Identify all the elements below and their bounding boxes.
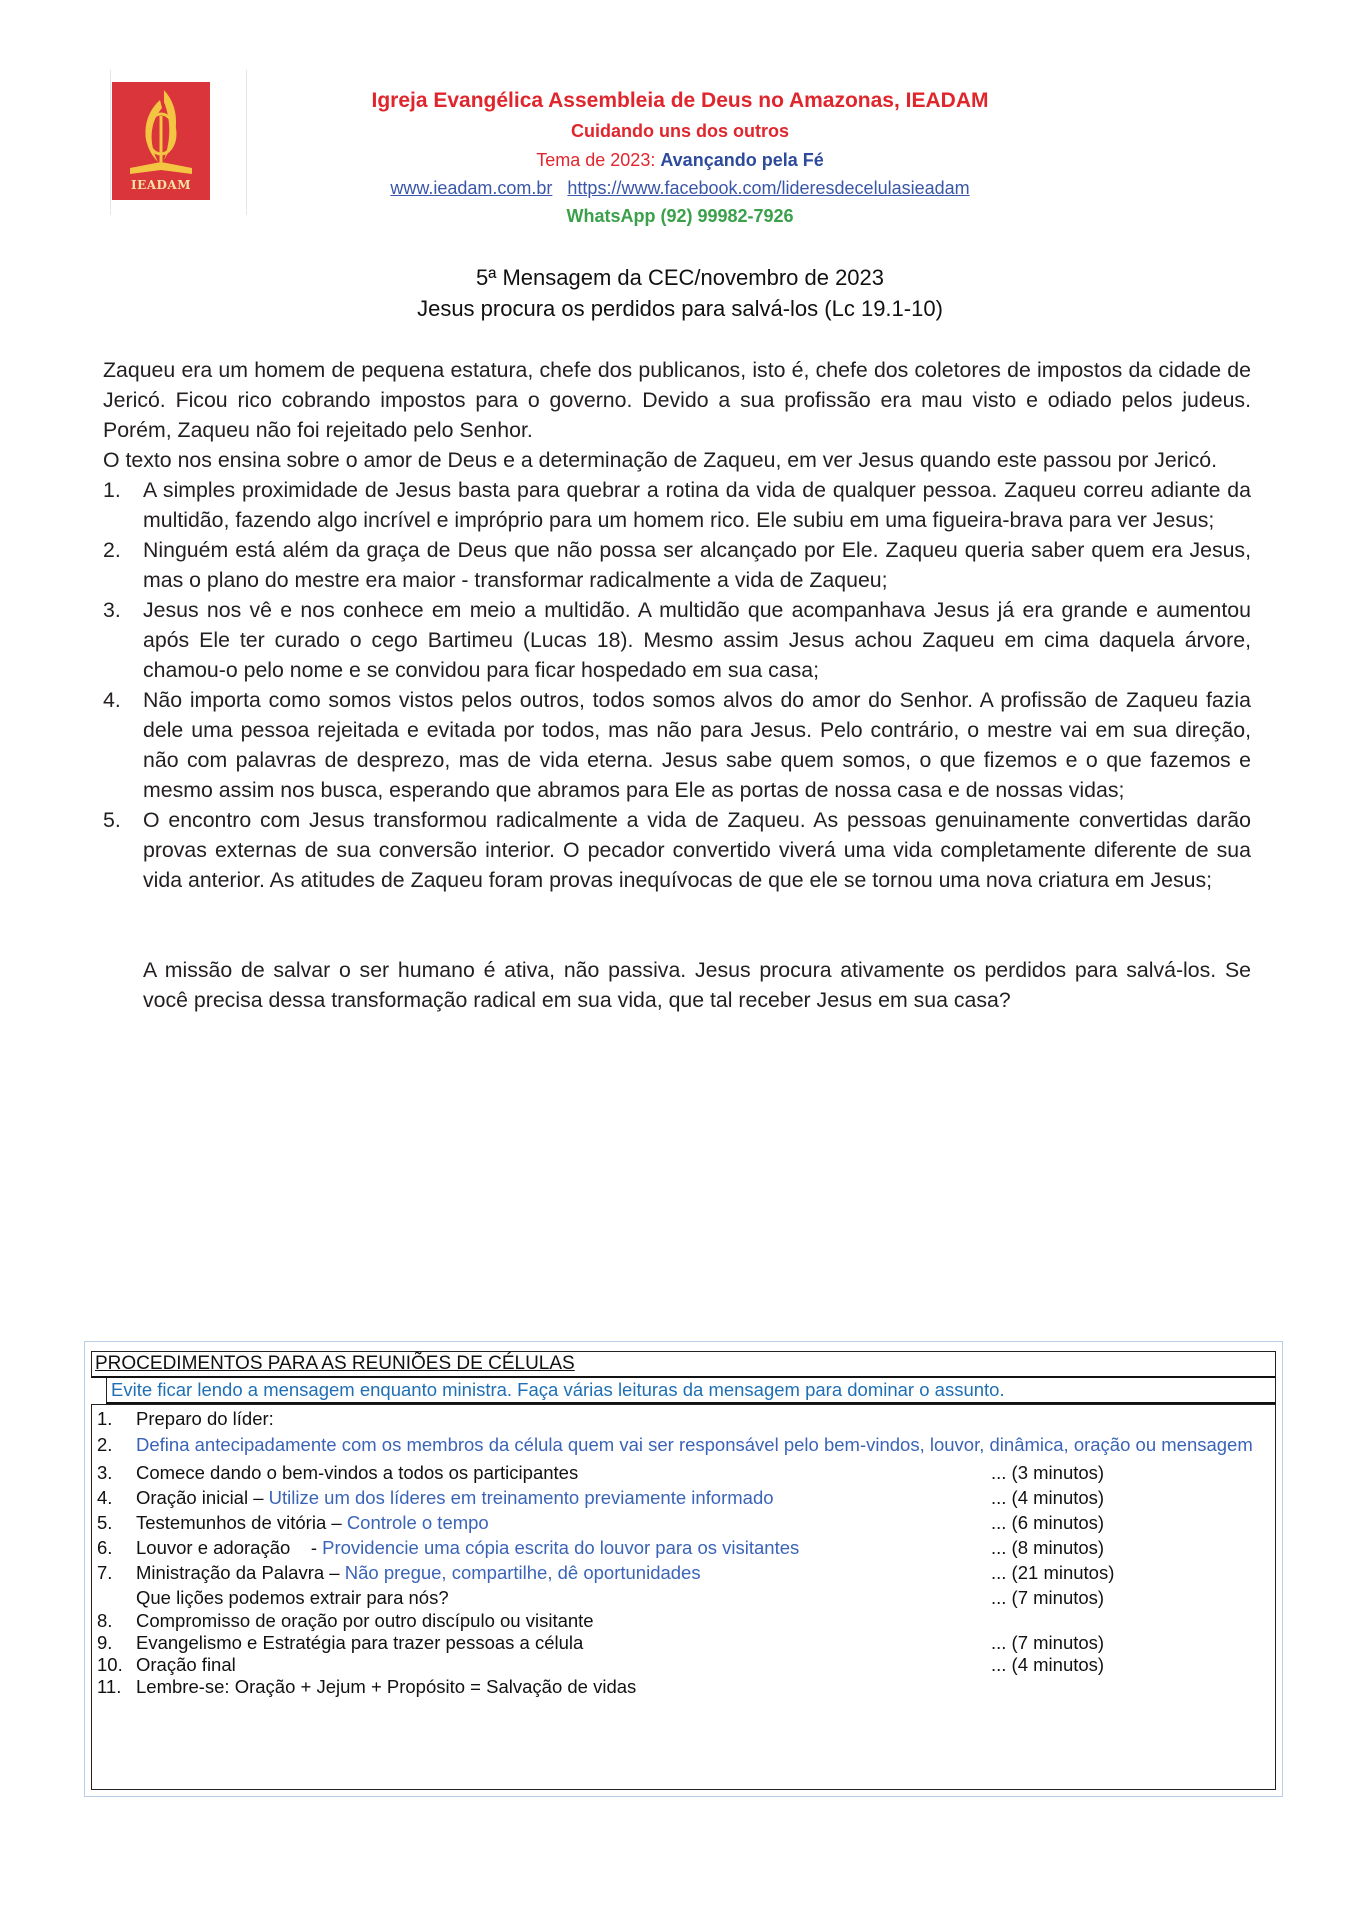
procedure-label: Oração inicial – — [136, 1487, 269, 1508]
procedure-duration: ... (3 minutos) — [991, 1462, 1105, 1483]
procedure-item — [97, 1406, 1269, 1431]
procedure-label: Louvor e adoração - — [136, 1537, 323, 1558]
procedures-note-row — [106, 1378, 1276, 1404]
procedure-duration: ... (4 minutos) — [991, 1654, 1105, 1675]
procedure-label: Lembre-se: Oração + Jejum + Propósito = Salvação de vidas — [136, 1676, 637, 1697]
spacer — [103, 895, 1251, 955]
point-number: 4. — [103, 688, 121, 712]
procedure-duration: ... (6 minutos) — [991, 1512, 1105, 1533]
closing-paragraph: A missão de salvar o ser humano é ativa, não passiva. Jesus procura ativamente os perdidos para salvá-los. Se você precisa dessa transformação radical em sua vida, que tal receber Jesus em sua casa? — [143, 958, 1251, 1012]
procedure-duration: ... (7 minutos) — [991, 1632, 1105, 1653]
procedure-hint: Controle o tempo — [346, 1512, 489, 1533]
procedure-hint: Defina antecipadamente com os membros da célula quem vai ser responsável pelo bem-vindos, louvor, dinâmica, oração ou mensagem — [136, 1434, 1253, 1455]
procedure-item — [97, 1460, 1269, 1485]
website-link[interactable]: www.ieadam.com.br — [390, 178, 553, 198]
organization-name: Igreja Evangélica Assembleia de Deus no Amazonas, IEADAM — [371, 89, 989, 112]
procedure-number: 10. — [97, 1654, 123, 1675]
point-number: 3. — [103, 598, 121, 622]
point-text: A simples proximidade de Jesus basta para quebrar a rotina da vida de qualquer pessoa. Zaqueu correu adiante da multidão, fazendo algo incrível e impróprio para um homem rico. Ele subiu em uma figueira-brava para ver Jesus; — [143, 478, 1251, 532]
point-text: Jesus nos vê e nos conhece em meio a multidão. A multidão que acompanhava Jesus já era grande e aumentou após Ele ter curado o cego Bartimeu (Lucas 18). Mesmo assim Jesus achou Zaqueu em cima daquela árvore, chamou-o pelo nome e se convidou para ficar hospedado em sua casa; — [143, 598, 1251, 682]
procedure-item — [97, 1535, 1269, 1560]
procedures-title-row — [91, 1351, 1276, 1378]
motto: Cuidando uns dos outros — [571, 121, 789, 141]
facebook-link[interactable]: https://www.facebook.com/lideresdecelulasieadam — [567, 178, 970, 198]
procedure-number: 4. — [97, 1487, 113, 1508]
procedure-number: 3. — [97, 1462, 113, 1483]
procedure-duration: ... (4 minutos) — [991, 1487, 1105, 1508]
point-text: Não importa como somos vistos pelos outros, todos somos alvos do amor do Senhor. A profissão de Zaqueu fazia dele uma pessoa rejeitada e evitada por todos, mas não para Jesus. Pelo contrário, o mestre vai em sua direção, não com palavras de desprezo, mas de vida eterna. Jesus sabe quem somos, o que fizemos e o que fazemos e mesmo assim nos busca, esperando que abramos para Ele as portas de nossa casa e de nossas vidas; — [143, 688, 1251, 802]
procedure-label: Que lições podemos extrair para nós? — [136, 1587, 449, 1608]
procedure-number: 11. — [97, 1676, 122, 1697]
procedure-item — [97, 1585, 1269, 1610]
page-header — [300, 86, 1060, 230]
whatsapp-contact: WhatsApp (92) 99982-7926 — [566, 206, 794, 226]
procedure-number: 1. — [97, 1408, 113, 1429]
procedure-label: Evangelismo e Estratégia para trazer pessoas a célula — [136, 1632, 584, 1653]
point-item — [103, 475, 1251, 535]
point-text: Ninguém está além da graça de Deus que não possa ser alcançado por Ele. Zaqueu queria saber quem era Jesus, mas o plano do mestre era maior - transformar radicalmente a vida de Zaqueu; — [143, 538, 1251, 592]
point-item — [103, 685, 1251, 805]
procedure-label: Oração final — [136, 1654, 236, 1675]
theme-line — [300, 146, 1060, 174]
theme-value: Avançando pela Fé — [660, 150, 824, 170]
intro-paragraph-2: O texto nos ensina sobre o amor de Deus e a determinação de Zaqueu, em ver Jesus quando este passou por Jericó. — [103, 448, 1217, 472]
procedure-item — [97, 1431, 1269, 1458]
point-number: 1. — [103, 478, 121, 502]
procedure-label: Ministração da Palavra – — [136, 1562, 345, 1583]
procedure-label: Compromisso de oração por outro discípulo ou visitante — [136, 1610, 594, 1631]
procedure-duration: ... (21 minutos) — [991, 1562, 1115, 1583]
procedure-number: 2. — [97, 1434, 113, 1455]
procedure-number: 6. — [97, 1537, 113, 1558]
procedure-duration: ... (7 minutos) — [991, 1587, 1105, 1608]
points-list — [103, 475, 1251, 895]
procedure-number: 5. — [97, 1512, 113, 1533]
procedure-item — [97, 1510, 1269, 1535]
procedures-title: PROCEDIMENTOS PARA AS REUNIÕES DE CÉLULAS — [95, 1353, 575, 1374]
point-number: 2. — [103, 538, 121, 562]
procedure-item — [97, 1632, 1269, 1654]
procedure-label: Preparo do líder: — [136, 1408, 274, 1429]
links-line — [300, 174, 1060, 202]
logo-text: IEADAM — [130, 178, 192, 192]
theme-label: Tema de 2023: — [536, 150, 661, 170]
procedure-item — [97, 1610, 1269, 1632]
point-text: O encontro com Jesus transformou radicalmente a vida de Zaqueu. As pessoas genuinamente convertidas darão provas externas de sua conversão interior. O pecador convertido viverá uma vida completamente diferente de sua vida anterior. As atitudes de Zaqueu foram provas inequívocas de que ele se tornou uma nova criatura em Jesus; — [143, 808, 1251, 892]
procedure-hint: Não pregue, compartilhe, dê oportunidades — [344, 1562, 701, 1583]
point-item — [103, 805, 1251, 895]
procedure-number: 8. — [97, 1610, 113, 1631]
point-item — [103, 535, 1251, 595]
procedure-duration: ... (8 minutos) — [991, 1537, 1105, 1558]
procedures-list — [97, 1406, 1269, 1698]
procedure-number: 9. — [97, 1632, 113, 1653]
procedure-item — [97, 1485, 1269, 1510]
point-number: 5. — [103, 808, 121, 832]
procedure-item — [97, 1676, 1269, 1698]
procedure-item — [97, 1654, 1269, 1676]
procedures-note: Evite ficar lendo a mensagem enquanto ministra. Faça várias leituras da mensagem para dominar o assunto. — [111, 1379, 1005, 1400]
procedure-label: Testemunhos de vitória – — [136, 1512, 347, 1533]
intro-paragraph: Zaqueu era um homem de pequena estatura, chefe dos publicanos, isto é, chefe dos coletores de impostos da cidade de Jericó. Ficou rico cobrando impostos para o governo. Devido a sua profissão era mau visto e odiado pelos judeus. Porém, Zaqueu não foi rejeitado pelo Senhor. — [103, 358, 1251, 442]
procedure-hint: Utilize um dos líderes em treinamento previamente informado — [268, 1487, 774, 1508]
point-item — [103, 595, 1251, 685]
message-number-title: 5ª Mensagem da CEC/novembro de 2023 — [475, 265, 885, 290]
message-body — [103, 355, 1251, 1015]
message-title: Jesus procura os perdidos para salvá-los (Lc 19.1-10) — [417, 296, 943, 321]
ieadam-logo — [112, 82, 210, 200]
procedure-number: 7. — [97, 1562, 113, 1583]
procedure-hint: Providencie uma cópia escrita do louvor para os visitantes — [322, 1537, 800, 1558]
procedure-item — [97, 1560, 1269, 1585]
procedure-label: Comece dando o bem-vindos a todos os participantes — [136, 1462, 579, 1483]
